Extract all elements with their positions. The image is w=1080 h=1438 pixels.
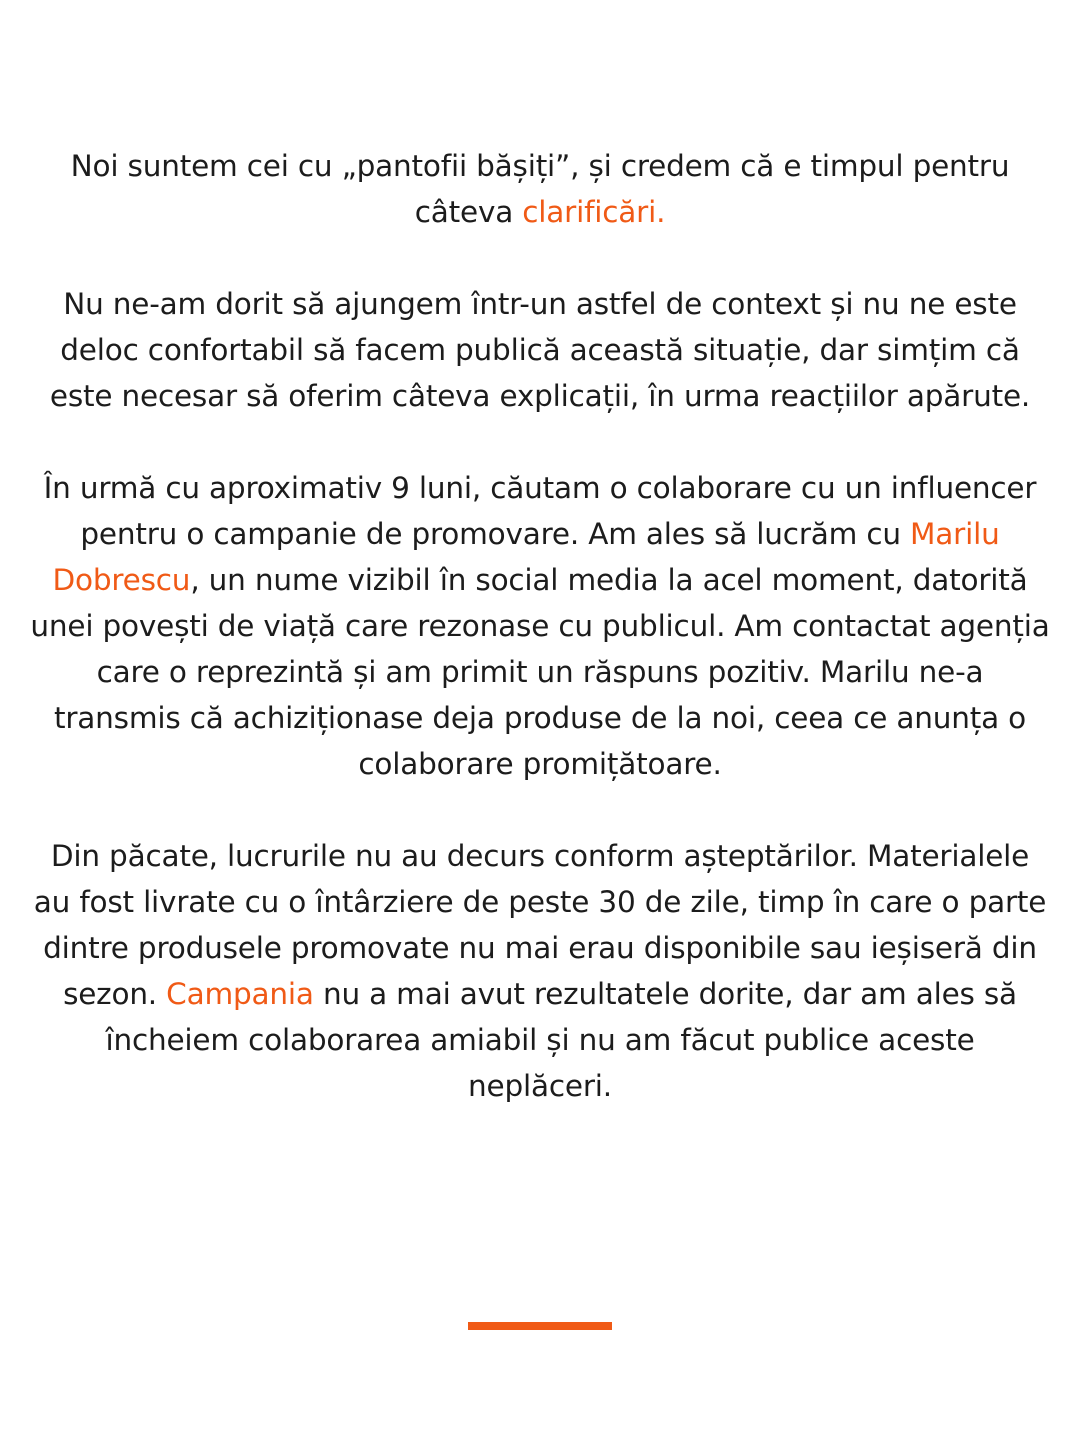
text-segment: nu a mai avut rezultatele dorite, dar am ales să încheiem colaborarea amiabil și nu am făcut publice aceste neplăceri. <box>105 977 1017 1103</box>
highlight-clarificari: clarificări. <box>522 195 666 229</box>
highlight-influencer-name: Marilu Dobrescu <box>52 517 1000 597</box>
text-segment: , un nume vizibil în social media la acel moment, datorită unei povești de viață care rezonase cu publicul. Am contactat agenția care o reprezintă și am primit un răspuns pozitiv. Marilu ne-a transmis că achiziționase deja produse de la noi, ceea ce anunța o colaborare promițătoare. <box>30 563 1050 781</box>
paragraph-context <box>30 281 1050 419</box>
statement-body <box>30 143 1050 1155</box>
text-segment: Din păcate, lucrurile nu au decurs conform așteptărilor. Materialele au fost livrate cu o întârziere de peste 30 de zile, timp în care o parte dintre produsele promovate nu mai erau disponibile sau ieșiseră din sezon. <box>33 839 1047 1011</box>
text-segment: În urmă cu aproximativ 9 luni, căutam o colaborare cu un influencer pentru o campanie de promovare. Am ales să lucrăm cu <box>43 471 1037 551</box>
highlight-campania: Campania <box>166 977 314 1011</box>
text-segment: Nu ne-am dorit să ajungem într-un astfel de context și nu ne este deloc confortabil să facem publică această situație, dar simțim că este necesar să oferim câteva explicații, în urma reacțiilor apărute. <box>49 287 1031 413</box>
paragraph-intro <box>30 143 1050 235</box>
accent-divider <box>468 1322 612 1330</box>
paragraph-outcome <box>30 833 1050 1109</box>
text-segment: Noi suntem cei cu „pantofii bășiți”, și credem că e timpul pentru câteva <box>70 149 1010 229</box>
paragraph-collaboration <box>30 465 1050 787</box>
